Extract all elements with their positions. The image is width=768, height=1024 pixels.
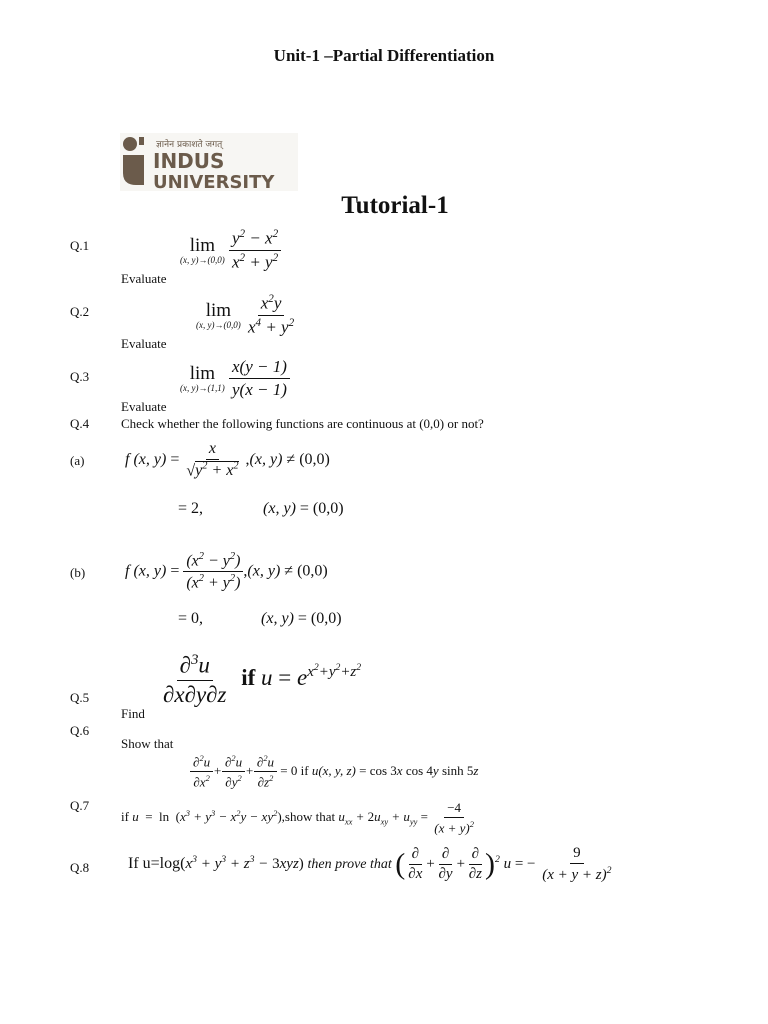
q3-expression: lim (x, y)→(1,1) $\frac{x(y - 1)}{y(x - 1)}$ [180,357,290,400]
q6-label: Q.6 [70,723,90,738]
q4-text: Check whether the following functions are continuous at (0,0) or not? [121,416,484,431]
q8-expression: If $u=\log(x^3 + y^3 + z^3 - 3xyz)$ then prove that ( $\frac{\partial}{\partial x}$ + $\frac{\partial}{\partial y}$ + $\frac{\partial}{\partial z}$ )$^2$ u = − $\frac{9}{(x + y + z)^2}$ [128,845,612,883]
indus-logo-icon [120,133,298,191]
q4-label: Q.4 [70,416,90,431]
q3-label: Q.3 [70,369,90,384]
q2-expression: lim (x, y)→(0,0) $\frac{x^2y}{x^4 + y^2}$ [196,293,295,337]
q2-label: Q.2 [70,304,90,319]
q4b-expression: f (x, y) = $\frac{(x^2 - y^2)}{(x^2 + y^2)}$ ,(x, y) ≠ (0,0) [125,551,328,592]
q6-prefix: Show that [121,736,174,751]
q5-expression: $\frac{\partial^3u}{\partial x\partial y\partial z}$ if $u = e^{x^2+y^2+z^2}$ [163,652,362,707]
q3-prefix: Evaluate [121,399,167,414]
q7-label: Q.7 [70,798,90,813]
q1-prefix: Evaluate [121,271,167,286]
logo-line1: INDUS [153,149,225,173]
q4a-expression: f (x, y) = $\frac{x}{√y^2 + x^2}$ ,(x, y) ≠ (0,0) [125,440,330,480]
q7-expression: if $u = \ln (x^3 + y^3 - x^2y$ − $xy^2),show$ that $u_{xx} + 2u_{xy} + u_{yy}$ = $\frac{-4}{(x + y)^2}$ [121,800,474,836]
logo-line2: UNIVERSITY [153,172,275,191]
q4b-label: (b) [70,565,86,580]
page-title: Unit-1 –Partial Differentiation [273,46,495,65]
q2-prefix: Evaluate [121,336,167,351]
q8-label: Q.8 [70,860,90,875]
q4a-second-case: = 2, (x, y) = (0,0) [178,500,344,517]
q4b-second-case: = 0, (x, y) = (0,0) [178,610,342,627]
tutorial-title: Tutorial-1 [341,192,449,219]
q6-expression: $\frac{\partial^2u}{\partial x^2}$ + $\frac{\partial^2u}{\partial y^2}$ + $\frac{\partial^2u}{\partial z^2}$ = 0 if u(x, y, z) = cos 3x cos 4y sinh 5z [190,753,478,791]
university-logo [120,133,298,191]
q1-expression: lim (x, y)→(0,0) $\frac{y^2 - x^2}{x^2 + y^2}$ [180,228,281,272]
q5-label: Q.5 [70,690,90,705]
q4a-label: (a) [70,453,85,468]
logo-tagline: ज्ञानेन प्रकाशते जगत् [156,140,223,150]
q5-prefix: Find [121,706,145,721]
q1-label: Q.1 [70,238,90,253]
